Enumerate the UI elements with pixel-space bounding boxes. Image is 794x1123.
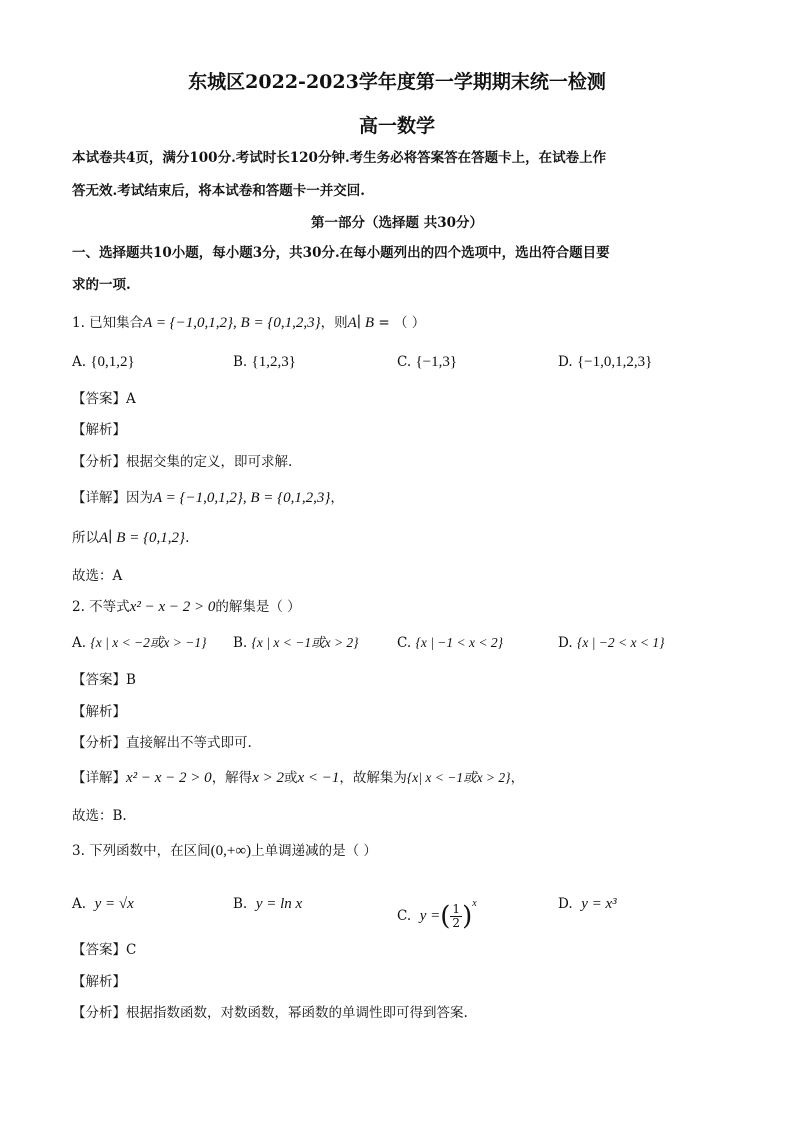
q1-option-d-text: {−1,0,1,2,3}	[576, 354, 653, 370]
q1-analysis: 【解析】	[72, 422, 126, 438]
q3-analysis: 【解析】	[72, 974, 126, 990]
q2-detail-math-2: x > 2	[252, 770, 284, 786]
q2-option-d-label: D.	[558, 635, 573, 651]
fraction-denominator: 2	[452, 916, 461, 930]
q2-option-a	[72, 633, 207, 653]
q3-stem	[72, 841, 377, 861]
q1-option-c	[397, 352, 457, 372]
q3-fenxi: 【分析】根据指数函数，对数函数，幂函数的单调性即可得到答案.	[72, 1005, 468, 1021]
q3-option-c-exponent: x	[472, 898, 477, 909]
q1-option-d-label: D.	[558, 354, 573, 370]
q1-stem-prefix: 1. 已知集合	[72, 315, 144, 331]
part1-instruction-line-1: 一、选择题共10小题，每小题3分，共30分.在每小题列出的四个选项中，选出符合题目要	[72, 245, 610, 261]
q3-stem-suffix: 上单调递减的是（ ）	[251, 843, 377, 859]
q1-so-suffix: .	[185, 530, 190, 546]
q1-option-b	[233, 352, 296, 372]
q2-detail-text-1: ，解得	[211, 770, 253, 786]
q2-detail-math-3: x < −1	[297, 770, 340, 786]
q3-option-d	[558, 894, 617, 914]
q3-option-a-label: A.	[72, 896, 87, 912]
q2-stem-prefix: 2. 不等式	[72, 599, 130, 615]
q1-option-b-text: {1,2,3}	[251, 354, 296, 370]
q1-detail-math: A = {−1,0,1,2}, B = {0,1,2,3}	[153, 490, 331, 506]
q3-option-c	[397, 884, 477, 937]
q2-analysis: 【解析】	[72, 704, 126, 720]
q2-option-b-text: {x | x < −1或x > 2}	[251, 635, 359, 650]
q1-stem-math: A = {−1,0,1,2}, B = {0,1,2,3}	[143, 315, 321, 331]
fraction-numerator: 1	[452, 902, 461, 916]
q1-stem-suffix: = （ ）	[374, 315, 426, 331]
q2-option-c	[397, 633, 503, 653]
q3-stem-math: (0,+∞)	[210, 843, 252, 859]
q2-detail-math-4: {x| x < −1或x > 2}	[406, 770, 511, 785]
q2-detail	[72, 768, 524, 788]
q2-stem-suffix: 的解集是（ ）	[215, 599, 301, 615]
q1-option-a	[72, 352, 135, 372]
q2-detail-text-4: ，	[510, 770, 525, 786]
q2-detail-text-3: ，故解集为	[339, 770, 407, 786]
q1-option-c-text: {−1,3}	[415, 354, 458, 370]
q1-fenxi: 【分析】根据交集的定义，即可求解.	[72, 454, 293, 470]
q3-option-b-text: y = ln x	[255, 896, 303, 912]
q3-option-d-text: y = x³	[581, 896, 617, 912]
part1-title: 第一部分（选择题 共30分）	[311, 215, 483, 231]
q2-fenxi: 【分析】直接解出不等式即可.	[72, 735, 252, 751]
q2-detail-math-1: x² − x − 2 > 0	[126, 770, 212, 786]
q1-so-prefix: 所以	[72, 530, 99, 546]
q1-stem	[72, 313, 425, 333]
q3-option-a	[72, 894, 134, 914]
q1-detail-prefix: 【详解】因为	[72, 490, 153, 506]
q2-option-b	[233, 633, 359, 653]
part1-instruction-line-2: 求的一项.	[72, 277, 131, 293]
q2-option-a-text: {x | x < −2或x > −1}	[90, 635, 207, 650]
q3-option-c-label: C.	[397, 908, 412, 924]
intro-line-2: 答无效.考试结束后，将本试卷和答题卡一并交回.	[72, 183, 365, 199]
q1-option-c-label: C.	[397, 354, 412, 370]
q1-option-d	[558, 352, 652, 372]
left-paren-glyph: (	[440, 901, 451, 932]
q3-option-b-label: B.	[233, 896, 248, 912]
q3-option-d-label: D.	[558, 896, 573, 912]
q1-stem-math2: A∣ B	[347, 315, 375, 331]
right-paren-glyph: )	[462, 901, 473, 932]
exam-subtitle: 高一数学	[358, 115, 435, 137]
one-half-fraction	[450, 903, 462, 930]
q1-detail-suffix: ，	[330, 490, 344, 506]
q3-stem-prefix: 3. 下列函数中，在区间	[72, 843, 211, 859]
q3-option-b	[233, 894, 302, 914]
q1-option-a-label: A.	[72, 354, 87, 370]
q2-option-b-label: B.	[233, 635, 248, 651]
q2-stem-math: x² − x − 2 > 0	[129, 599, 216, 615]
q2-answer: 【答案】B	[72, 672, 136, 688]
q3-answer: 【答案】C	[72, 942, 137, 958]
exam-title: 东城区2022-2023学年度第一学期期末统一检测	[188, 71, 606, 93]
q2-detail-text-2: 或	[283, 770, 298, 786]
q2-option-d	[558, 633, 665, 653]
q1-option-a-text: {0,1,2}	[90, 354, 135, 370]
q1-so	[72, 528, 189, 548]
q2-option-d-text: {x | −2 < x < 1}	[576, 635, 665, 650]
q1-detail	[72, 488, 344, 508]
q2-option-c-label: C.	[397, 635, 412, 651]
q3-option-c-prefix: y =	[419, 908, 441, 924]
q2-choose: 故选：B.	[72, 808, 127, 824]
intro-line-1: 本试卷共4页，满分100分.考试时长120分钟.考生务必将答案答在答题卡上，在试卷上作	[72, 150, 607, 166]
q2-option-c-text: {x | −1 < x < 2}	[415, 635, 504, 650]
q1-choose: 故选：A	[72, 568, 123, 584]
q1-option-b-label: B.	[233, 354, 248, 370]
q1-stem-mid: ，则	[320, 315, 348, 331]
q2-detail-prefix: 【详解】	[72, 770, 126, 786]
q1-so-math: A∣ B = {0,1,2}	[99, 530, 186, 546]
q2-stem	[72, 597, 301, 617]
q2-option-a-label: A.	[72, 635, 87, 651]
q3-option-a-text: y = √x	[94, 896, 134, 912]
q1-answer: 【答案】A	[72, 391, 136, 407]
